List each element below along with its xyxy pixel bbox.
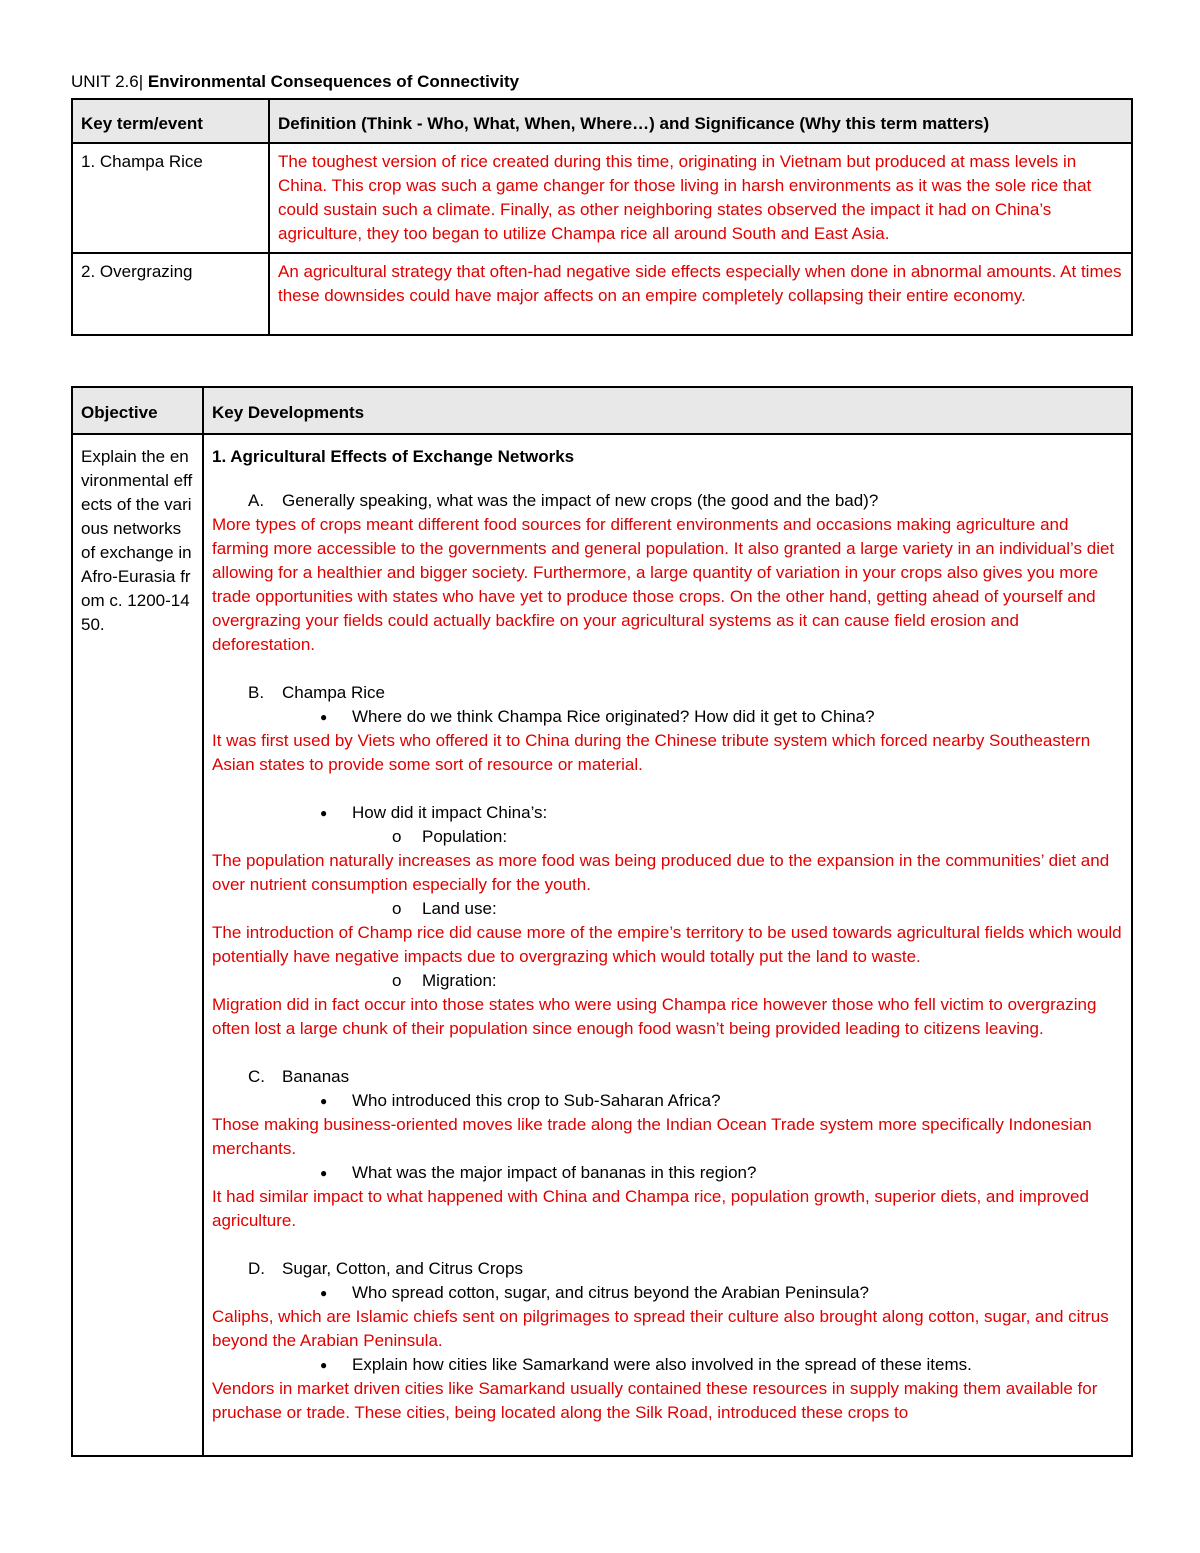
bullet-item xyxy=(212,1353,1123,1377)
objective-header: Objective xyxy=(72,387,203,434)
bullet-icon: ● xyxy=(320,1358,328,1372)
bullet-text: Explain how cities like Samarkand were also involved in the spread of these items. xyxy=(352,1355,972,1374)
sub-bullet-item xyxy=(212,825,1123,849)
definition-cell: An agricultural strategy that often-had negative side effects especially when done in abnormal amounts. At times these downsides could have major affects on an empire completely collapsing their entire economy. xyxy=(269,253,1132,335)
key-term-header: Key term/event xyxy=(72,99,269,143)
question-b xyxy=(212,681,1123,705)
key-terms-table xyxy=(71,98,1133,336)
page-title xyxy=(71,70,519,94)
answer-text: The introduction of Champ rice did cause more of the empire’s territory to be used towards agricultural fields which would potentially have negative impacts due to overgrazing which would totally put the land to waste. xyxy=(212,923,1122,966)
answer-text: Vendors in market driven cities like Samarkand usually contained these resources in supply making them available for pruchase or trade. These cities, being located along the Silk Road, introduced these crops to xyxy=(212,1379,1098,1422)
bullet-icon: ● xyxy=(320,710,328,724)
bullet-item xyxy=(212,705,1123,729)
question-a xyxy=(212,489,1123,513)
objectives-header-row xyxy=(72,387,1132,434)
objectives-table xyxy=(71,386,1133,1457)
sub-bullet-text: Migration: xyxy=(422,971,497,990)
unit-title: Environmental Consequences of Connectivity xyxy=(147,72,520,91)
unit-label: UNIT 2.6| xyxy=(71,72,148,91)
bullet-text: Who introduced this crop to Sub-Saharan Africa? xyxy=(352,1091,721,1110)
question-heading: Bananas xyxy=(282,1067,350,1086)
sub-bullet-item xyxy=(212,969,1123,993)
table-row xyxy=(72,434,1132,1456)
bullet-icon: ● xyxy=(320,1166,328,1180)
bullet-text: How did it impact China’s: xyxy=(352,803,548,822)
answer-text: The population naturally increases as more food was being produced due to the expansion in the communities’ diet and over nutrient consumption especially for the youth. xyxy=(212,851,1110,894)
question-heading: Sugar, Cotton, and Citrus Crops xyxy=(282,1259,523,1278)
answer-text: It had similar impact to what happened with China and Champa rice, population growth, superior diets, and improved agriculture. xyxy=(212,1187,1089,1230)
key-developments-header: Key Developments xyxy=(203,387,1132,434)
section-title: 1. Agricultural Effects of Exchange Networks xyxy=(212,447,575,466)
answer-text: It was first used by Viets who offered it to China during the Chinese tribute system which forced nearby Southeastern Asian states to provide some sort of resource or material. xyxy=(212,731,1091,774)
term-cell: 2. Overgrazing xyxy=(72,253,269,335)
question-letter: A. xyxy=(248,491,265,510)
table-row xyxy=(72,253,1132,335)
key-developments-cell xyxy=(203,434,1132,1456)
bullet-item xyxy=(212,1089,1123,1113)
question-letter: B. xyxy=(248,683,265,702)
question-text: Generally speaking, what was the impact of new crops (the good and the bad)? xyxy=(282,491,879,510)
circle-bullet-icon: o xyxy=(392,827,402,846)
sub-bullet-text: Population: xyxy=(422,827,508,846)
term-cell: 1. Champa Rice xyxy=(72,143,269,253)
bullet-item xyxy=(212,1161,1123,1185)
bullet-icon: ● xyxy=(320,1094,328,1108)
question-c xyxy=(212,1065,1123,1089)
answer-text: Those making business-oriented moves like trade along the Indian Ocean Trade system more specifically Indonesian merchants. xyxy=(212,1115,1092,1158)
circle-bullet-icon: o xyxy=(392,899,402,918)
table-row xyxy=(72,143,1132,253)
key-terms-header-row xyxy=(72,99,1132,143)
question-letter: C. xyxy=(248,1067,265,1086)
bullet-icon: ● xyxy=(320,1286,328,1300)
question-heading: Champa Rice xyxy=(282,683,385,702)
bullet-text: What was the major impact of bananas in this region? xyxy=(352,1163,757,1182)
circle-bullet-icon: o xyxy=(392,971,402,990)
definition-header: Definition (Think - Who, What, When, Where…) and Significance (Why this term matters) xyxy=(269,99,1132,143)
sub-bullet-item xyxy=(212,897,1123,921)
bullet-item xyxy=(212,1281,1123,1305)
sub-bullet-text: Land use: xyxy=(422,899,497,918)
bullet-text: Who spread cotton, sugar, and citrus beyond the Arabian Peninsula? xyxy=(352,1283,869,1302)
question-d xyxy=(212,1257,1123,1281)
answer-text: More types of crops meant different food sources for different environments and occasions making agriculture and farming more accessible to the governments and general population. It also granted a large variety in an individual’s diet allowing for a healthier and bigger society. Furthermore, a large quantity of variation in your crops also gives you more trade opportunities with states who have yet to produce those crops. On the other hand, getting ahead of yourself and overgrazing your fields could actually backfire on your agricultural systems as it can cause field erosion and deforestation. xyxy=(212,515,1115,654)
objective-cell: Explain the environmental effects of the various networks of exchange in Afro-Eurasia from c. 1200-1450. xyxy=(72,434,203,1456)
answer-text: Caliphs, which are Islamic chiefs sent on pilgrimages to spread their culture also brought along cotton, sugar, and citrus beyond the Arabian Peninsula. xyxy=(212,1307,1109,1350)
definition-cell: The toughest version of rice created during this time, originating in Vietnam but produced at mass levels in China. This crop was such a game changer for those living in harsh environments as it was the sole rice that could sustain such a climate. Finally, as other neighboring states observed the impact it had on China’s agriculture, they too began to utilize Champa rice all around South and East Asia. xyxy=(269,143,1132,253)
question-letter: D. xyxy=(248,1259,265,1278)
bullet-icon: ● xyxy=(320,806,328,820)
answer-text: Migration did in fact occur into those states who were using Champa rice however those who fell victim to overgrazing often lost a large chunk of their population since enough food wasn’t being provided leading to citizens leaving. xyxy=(212,995,1097,1038)
bullet-item xyxy=(212,801,1123,825)
bullet-text: Where do we think Champa Rice originated? How did it get to China? xyxy=(352,707,875,726)
